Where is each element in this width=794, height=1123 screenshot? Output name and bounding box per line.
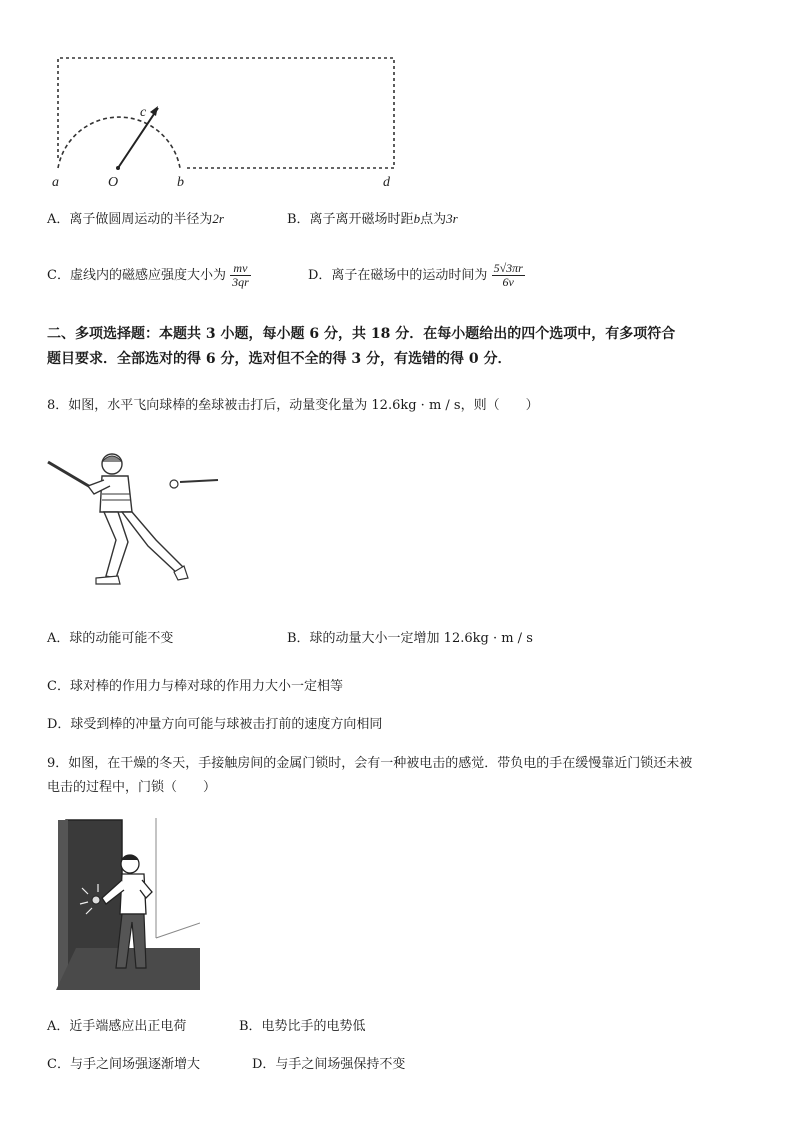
arrowhead <box>150 106 158 116</box>
bat <box>48 462 92 488</box>
q7-option-d: D．离子在磁场中的运动时间为 $\frac{5√3\pi r}{6v}$ <box>308 261 523 289</box>
q7-option-c: C．虚线内的磁感应强度大小为 $\frac{mv}{3qr}$ <box>47 261 249 289</box>
label-a: a <box>52 175 59 190</box>
q9-option-b: B．电势比手的电势低 <box>239 1019 366 1034</box>
q8-option-d: D．球受到棒的冲量方向可能与球被击打前的速度方向相同 <box>47 717 383 732</box>
field-boundary <box>58 58 394 168</box>
q8-option-c: C．球对棒的作用力与棒对球的作用力大小一定相等 <box>47 679 343 694</box>
q7-option-b: B．离子离开磁场时距b点为3r <box>287 211 458 227</box>
door-lock-illustration <box>56 818 200 994</box>
q8-stem: 8．如图，水平飞向球棒的垒球被击打后，动量变化量为 12.6kg · m / s，则（ ） <box>47 398 539 413</box>
q7-option-a: A．离子做圆周运动的半径为2r <box>47 211 224 227</box>
q8-option-a: A．球的动能可能不变 <box>47 631 174 646</box>
center-point <box>116 166 120 170</box>
section-title-line2: 题目要求．全部选对的得 6 分，选对但不全的得 3 分，有选错的得 0 分． <box>47 351 512 367</box>
door-lock <box>92 896 100 904</box>
q9-option-a: A．近手端感应出正电荷 <box>47 1019 187 1034</box>
magnetic-field-diagram <box>40 48 420 198</box>
fraction: $\frac{5√3\pi r}{6v}$ <box>493 261 523 289</box>
label-b: b <box>177 175 184 190</box>
label-d: d <box>383 175 390 190</box>
motion-line <box>180 480 218 482</box>
section-title-line1: 二、多项选择题：本题共 3 小题，每小题 6 分，共 18 分．在每小题给出的四个选项中，有多项符合 <box>47 326 676 342</box>
right-leg <box>122 512 184 574</box>
q9-option-c: C．与手之间场强逐渐增大 <box>47 1057 200 1072</box>
label-O: O <box>108 175 119 190</box>
q8-option-b: B．球的动量大小一定增加 12.6kg · m / s <box>287 631 533 646</box>
q9-stem-line2: 电击的过程中，门锁（ ） <box>47 780 217 795</box>
label-c: c <box>140 105 147 120</box>
left-leg <box>104 512 128 578</box>
baseball <box>170 480 178 488</box>
q9-option-d: D．与手之间场强保持不变 <box>252 1057 406 1072</box>
baseball-player-illustration <box>44 450 224 590</box>
semicircle-arc <box>58 117 180 168</box>
fraction: $\frac{mv}{3qr}$ <box>232 261 249 289</box>
q9-stem-line1: 9．如图，在干燥的冬天，手接触房间的金属门锁时，会有一种被电击的感觉．带负电的手在缓慢靠近门锁还未被 <box>47 756 693 771</box>
